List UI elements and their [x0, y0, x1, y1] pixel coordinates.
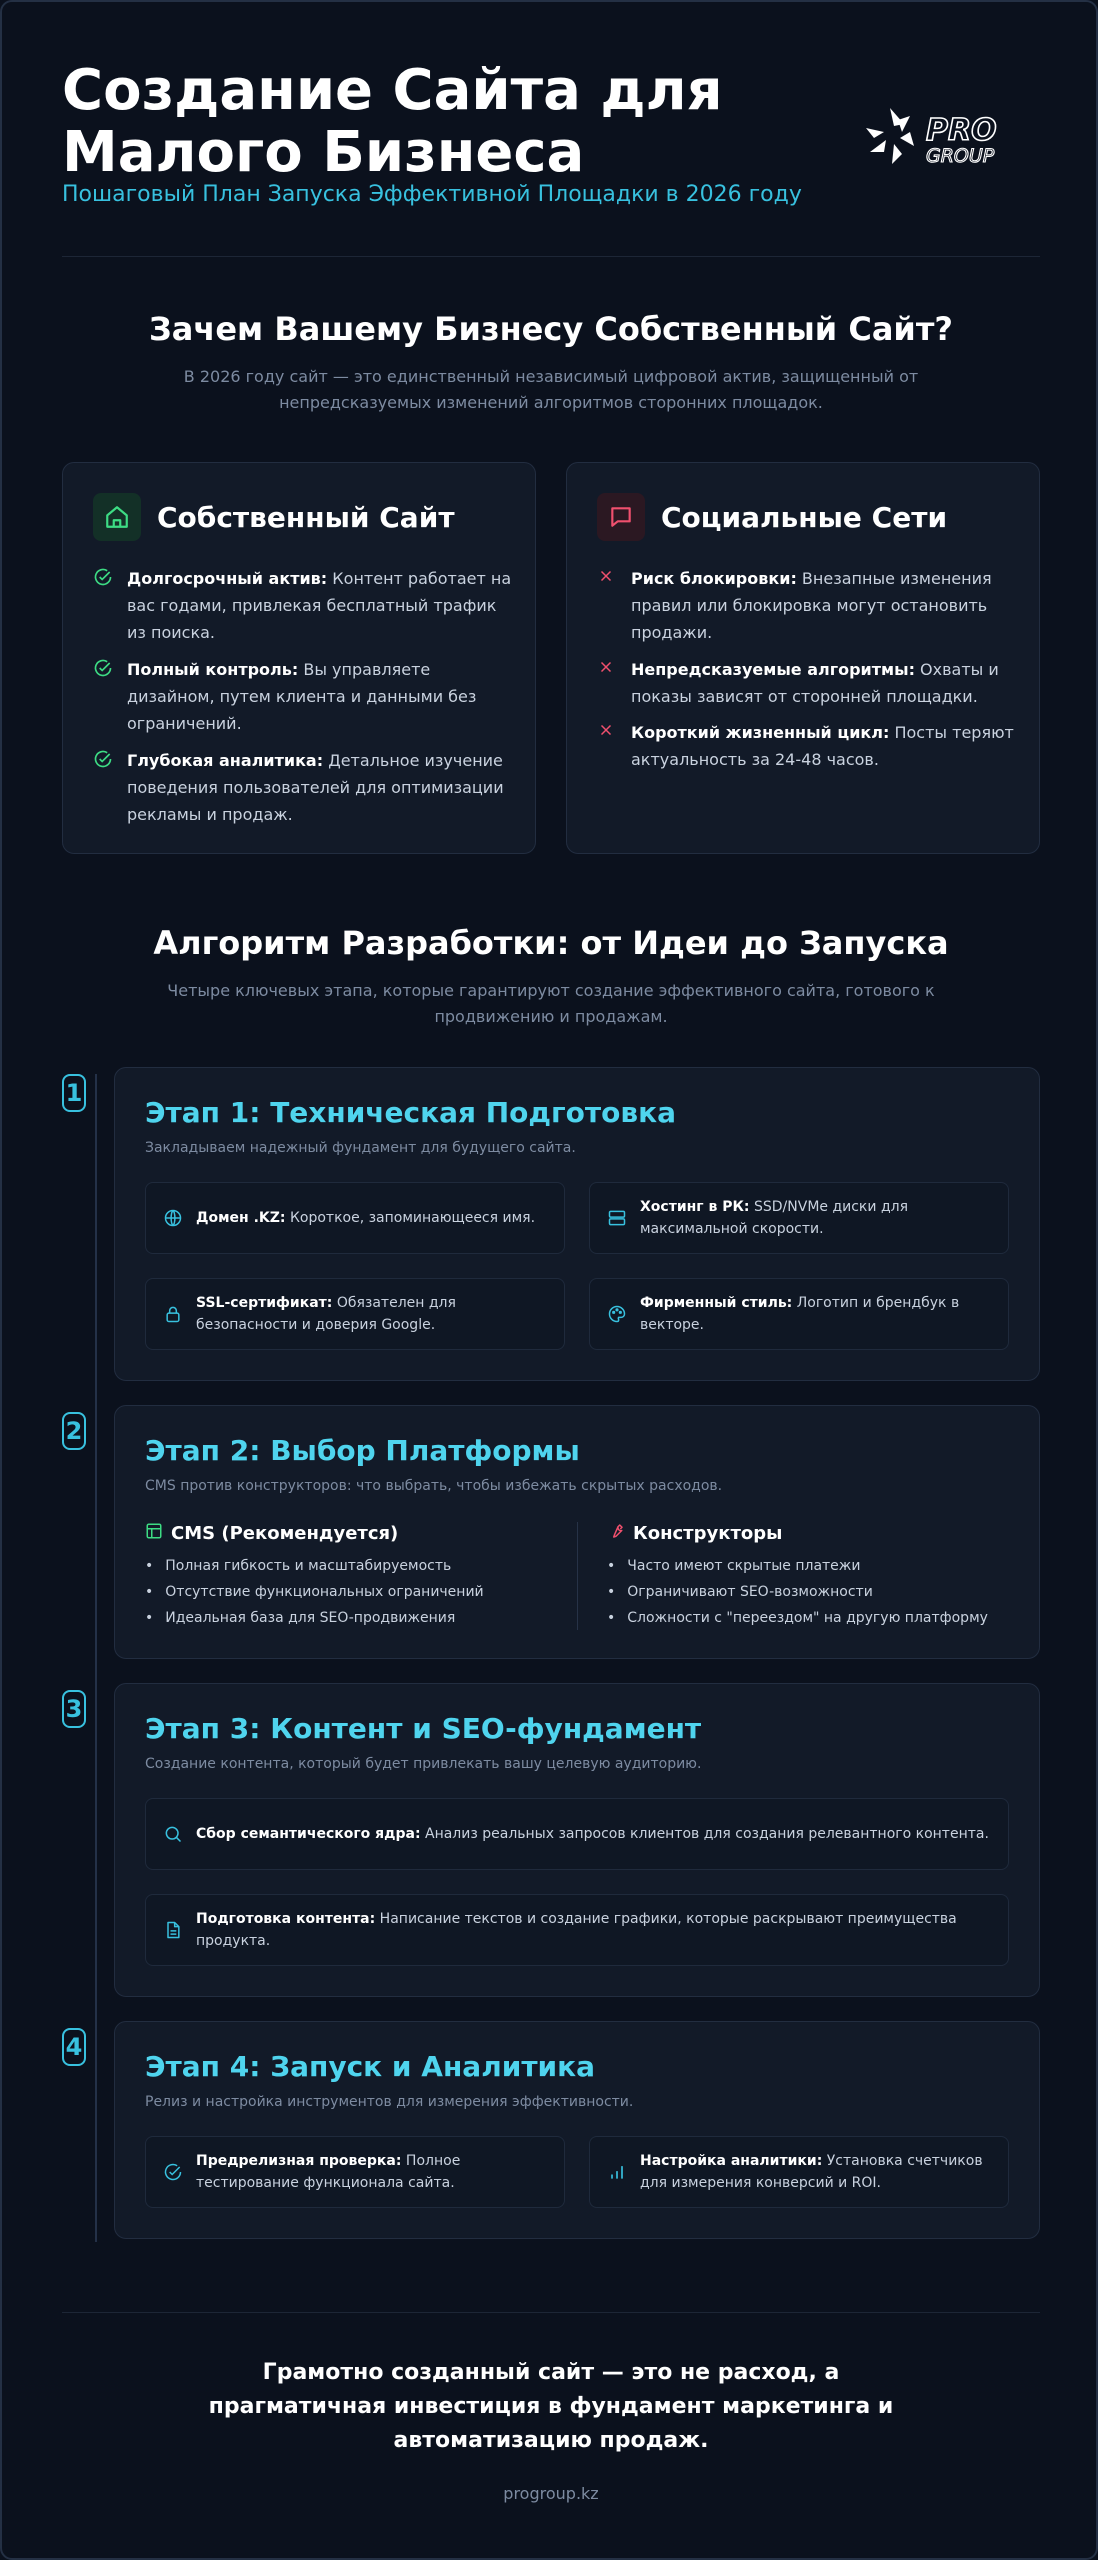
- check-circle-icon: [93, 656, 115, 737]
- lock-icon: [162, 1304, 184, 1324]
- social-point: Непредсказуемые алгоритмы: Охваты и показы зависят от сторонней площадки.: [597, 656, 1017, 710]
- footer-site-link[interactable]: progroup.kz: [503, 2484, 599, 2503]
- stage-3-card: [114, 1683, 1040, 1997]
- x-icon: [597, 719, 619, 773]
- stage-4-badge: 4: [62, 2028, 86, 2066]
- own-site-point: Полный контроль: Вы управляете дизайном, путем клиента и данными без ограничений.: [93, 656, 513, 737]
- why-title: Зачем Вашему Бизнесу Собственный Сайт?: [149, 310, 953, 348]
- page-title: Создание Сайта для Малого Бизнеса: [62, 58, 723, 185]
- own-site-point: Глубокая аналитика: Детальное изучение поведения пользователей для оптимизации рекламы и продаж.: [93, 747, 513, 828]
- stage-4-item: Предрелизная проверка: Полное тестирование функционала сайта.: [145, 2136, 565, 2208]
- social-point: Риск блокировки: Внезапные изменения правил или блокировка могут остановить продажи.: [597, 565, 1017, 646]
- footer-statement: Грамотно созданный сайт — это не расход, а прагматичная инвестиция в фундамент маркетинга и автоматизацию продаж.: [208, 2360, 894, 2453]
- check-circle-icon: [93, 565, 115, 646]
- stage-4-item: Настройка аналитики: Установка счетчиков для измерения конверсий и ROI.: [589, 2136, 1009, 2208]
- own-site-card: [62, 462, 536, 854]
- social-point: Короткий жизненный цикл: Посты теряют актуальность за 24-48 часов.: [597, 719, 1017, 773]
- timeline-line: [95, 1074, 97, 2242]
- stage-1-title: Этап 1: Техническая Подготовка: [145, 1096, 676, 1129]
- stage-1-item: Домен .KZ: Короткое, запоминающееся имя.: [145, 1182, 565, 1254]
- x-icon: [597, 656, 619, 710]
- social-card: [566, 462, 1040, 854]
- stage-3-title: Этап 3: Контент и SEO-фундамент: [145, 1712, 702, 1745]
- stage-2-desc: CMS против конструкторов: что выбрать, чтобы избежать скрытых расходов.: [145, 1478, 723, 1494]
- why-description: В 2026 году сайт — это единственный независимый цифровой актив, защищенный от непредсказуемых изменений алгоритмов сторонних площадок.: [183, 367, 919, 412]
- home-icon: [93, 493, 141, 541]
- stage-4-desc: Релиз и настройка инструментов для измерения эффективности.: [145, 2094, 634, 2110]
- header-divider: [62, 256, 1040, 257]
- stage-1-item: Фирменный стиль: Логотип и брендбук в векторе.: [589, 1278, 1009, 1350]
- builders-heading: Конструкторы: [607, 1522, 782, 1545]
- stage-4-card: [114, 2021, 1040, 2239]
- stage-1-badge: 1: [62, 1074, 86, 1112]
- stage-2-card: [114, 1405, 1040, 1659]
- palette-icon: [606, 1304, 628, 1324]
- x-icon: [597, 565, 619, 646]
- cms-item: • Отсутствие функциональных ограничений: [145, 1584, 484, 1600]
- algorithm-title: Алгоритм Разработки: от Идеи до Запуска: [153, 924, 949, 962]
- stage-3-item: Подготовка контента: Написание текстов и создание графики, которые раскрывают преимущества продукта.: [145, 1894, 1009, 1966]
- stage-3-desc: Создание контента, который будет привлекать вашу целевую аудиторию.: [145, 1756, 702, 1772]
- server-icon: [606, 1208, 628, 1228]
- footer-divider: [62, 2312, 1040, 2313]
- algorithm-description: Четыре ключевых этапа, которые гарантируют создание эффективного сайта, готового к продвижению и продажам.: [167, 981, 935, 1026]
- column-divider: [577, 1522, 578, 1630]
- cms-item: • Полная гибкость и масштабируемость: [145, 1558, 451, 1574]
- layout-icon: [145, 1522, 163, 1545]
- search-icon: [162, 1824, 184, 1844]
- stage-1-card: [114, 1067, 1040, 1381]
- stage-2-title: Этап 2: Выбор Платформы: [145, 1434, 580, 1467]
- builders-item: • Ограничивают SEO-возможности: [607, 1584, 873, 1600]
- cms-item: • Идеальная база для SEO-продвижения: [145, 1610, 455, 1626]
- social-title: Социальные Сети: [661, 500, 948, 534]
- wrench-icon: [607, 1522, 625, 1545]
- progroup-logo: [860, 102, 1040, 168]
- stage-1-desc: Закладываем надежный фундамент для будущего сайта.: [145, 1140, 576, 1156]
- stage-4-title: Этап 4: Запуск и Аналитика: [145, 2050, 596, 2083]
- globe-icon: [162, 1208, 184, 1228]
- builders-item: • Сложности с "переездом" на другую платформу: [607, 1610, 988, 1626]
- check-circle-icon: [162, 2162, 184, 2182]
- stage-3-badge: 3: [62, 1690, 86, 1728]
- stage-1-item: SSL-сертификат: Обязателен для безопасности и доверия Google.: [145, 1278, 565, 1350]
- stage-2-badge: 2: [62, 1412, 86, 1450]
- cms-heading: CMS (Рекомендуется): [145, 1522, 398, 1545]
- svg-text:GROUP: GROUP: [926, 145, 995, 167]
- page-subtitle: Пошаговый План Запуска Эффективной Площадки в 2026 году: [62, 182, 802, 207]
- own-site-title: Собственный Сайт: [157, 500, 455, 534]
- check-circle-icon: [93, 747, 115, 828]
- bar-chart-icon: [606, 2162, 628, 2182]
- message-icon: [597, 493, 645, 541]
- svg-text:PRO: PRO: [926, 113, 997, 148]
- stage-3-item: Сбор семантического ядра: Анализ реальных запросов клиентов для создания релевантного контента.: [145, 1798, 1009, 1870]
- builders-item: • Часто имеют скрытые платежи: [607, 1558, 861, 1574]
- stage-1-item: Хостинг в РК: SSD/NVMe диски для максимальной скорости.: [589, 1182, 1009, 1254]
- own-site-point: Долгосрочный актив: Контент работает на вас годами, привлекая бесплатный трафик из поиска.: [93, 565, 513, 646]
- document-icon: [162, 1920, 184, 1940]
